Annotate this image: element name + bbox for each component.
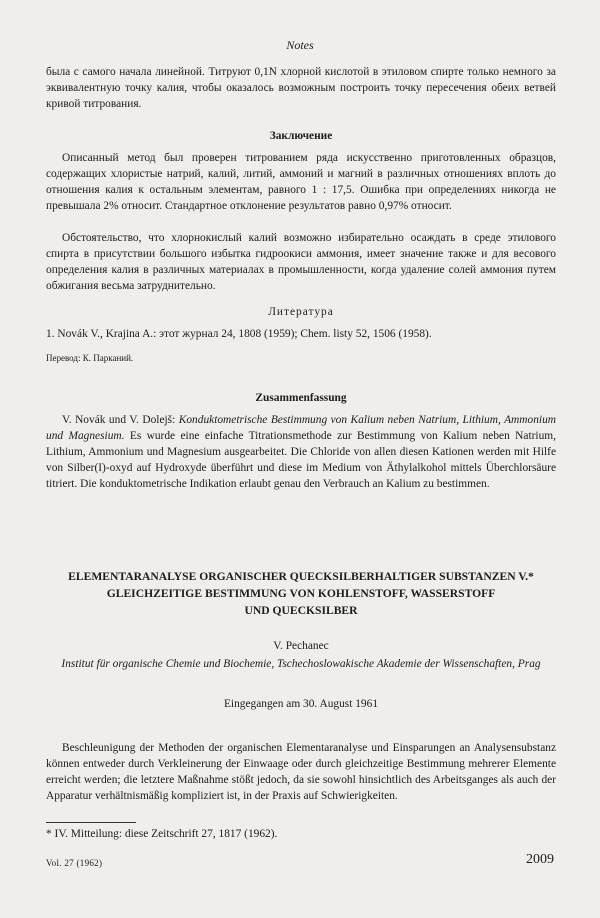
conclusion-text-2: Обстоятельство, что хлорнокислый калий возможно избирательно осаждать в среде этилового спирта в присутствии большого избытка гидроокиси аммония, имеет значение также и для весового определения калия в различных материалах в промышленности, когда удаление солей аммония путем обжигания весьма затруднительно. xyxy=(46,232,556,292)
article-title-line-3: UND QUECKSILBER xyxy=(244,604,358,617)
conclusion-heading: Заключение xyxy=(269,130,333,142)
article-affiliation: Institut für organische Chemie und Biochemie, Tschechoslowakische Akademie der Wissenschaften, Prag xyxy=(61,658,541,670)
intro-text: Beschleunigung der Methoden der organischen Elementaranalyse und Einsparungen an Analysensubstanz können entweder durch Verkleinerung der Einwaage oder durch gleichzeitige Bestimmung mehrerer Elemente erreicht werden; die letztere Maßnahme stößt jedoch, da sie sowohl hinsichtlich des Arbeitsganges als auch der Apparatur verhältnismäßig kompliziert ist, in der Praxis auf Schwierigkeiten. xyxy=(46,742,556,802)
article-title-line-1: ELEMENTARANALYSE ORGANISCHER QUECKSILBERHALTIGER SUBSTANZEN V.* xyxy=(68,570,534,583)
reference-list xyxy=(46,326,556,342)
conclusion-text: Описанный метод был проверен титрованием ряда искусственно приготовленных образцов, содержащих хлористые натрий, калий, литий, аммоний и магний в различных отношениях вплоть до отношения калия к остальным элементам, равного 1 : 17,5. Ошибка при определениях никогда не превышала 2% относит. Стандартное отклонение результатов равно 0,97% относит. xyxy=(46,152,556,212)
page-number: 2009 xyxy=(526,852,554,867)
russian-text-continuation: была с самого начала линейной. Титруют 0,1N хлорной кислотой в этиловом спирте только немного за эквивалентную точку калия, чтобы оказалось возможным построить точку пересечения обеих ветвей кривой титрования. xyxy=(46,66,556,110)
summary-title: Konduktometrische Bestimmung von Kalium neben Natrium, Lithium, Ammonium und Magnesium. xyxy=(46,414,556,442)
volume-label: Vol. 27 (1962) xyxy=(46,858,103,868)
footnote-divider xyxy=(46,822,136,823)
reference-item: 1. Novák V., Krajina A.: этот журнал 24, 1808 (1959); Chem. listy 52, 1506 (1958). xyxy=(46,328,432,340)
russian-paragraph-1 xyxy=(46,64,556,112)
russian-paragraph-2 xyxy=(46,150,556,214)
running-header: Notes xyxy=(286,38,314,52)
russian-paragraph-3 xyxy=(46,230,556,294)
summary-authors: V. Novák und V. Dolejš: xyxy=(62,414,176,426)
translator-note: Перевод: К. Парканий. xyxy=(46,353,134,363)
article-intro xyxy=(46,740,556,804)
zusammenfassung-heading: Zusammenfassung xyxy=(255,392,347,404)
article-author: V. Pechanec xyxy=(273,640,329,652)
literature-heading: Литература xyxy=(268,306,334,318)
article-title-line-2: GLEICHZEITIGE BESTIMMUNG VON KOHLENSTOFF, WASSERSTOFF xyxy=(106,587,496,600)
summary-body: Es wurde eine einfache Titrationsmethode zur Bestimmung von Kalium neben Natrium, Lithium, Ammonium und Magnesium ausgearbeitet. Die Chloride von allen diesen Kationen werden mit Hilfe von Silber(I)-oxyd auf Hydroxyde überführt und diese im Medium von Äthylalkohol mittels Überchlorsäure titriert. Die konduktometrische Indikation erlaubt genau den Verbrauch an Kalium zu bestimmen. xyxy=(46,430,556,490)
article-title xyxy=(46,568,556,619)
footnote: * IV. Mitteilung: diese Zeitschrift 27, 1817 (1962). xyxy=(46,828,278,840)
zusammenfassung-paragraph xyxy=(46,412,556,492)
received-date: Eingegangen am 30. August 1961 xyxy=(223,698,379,710)
